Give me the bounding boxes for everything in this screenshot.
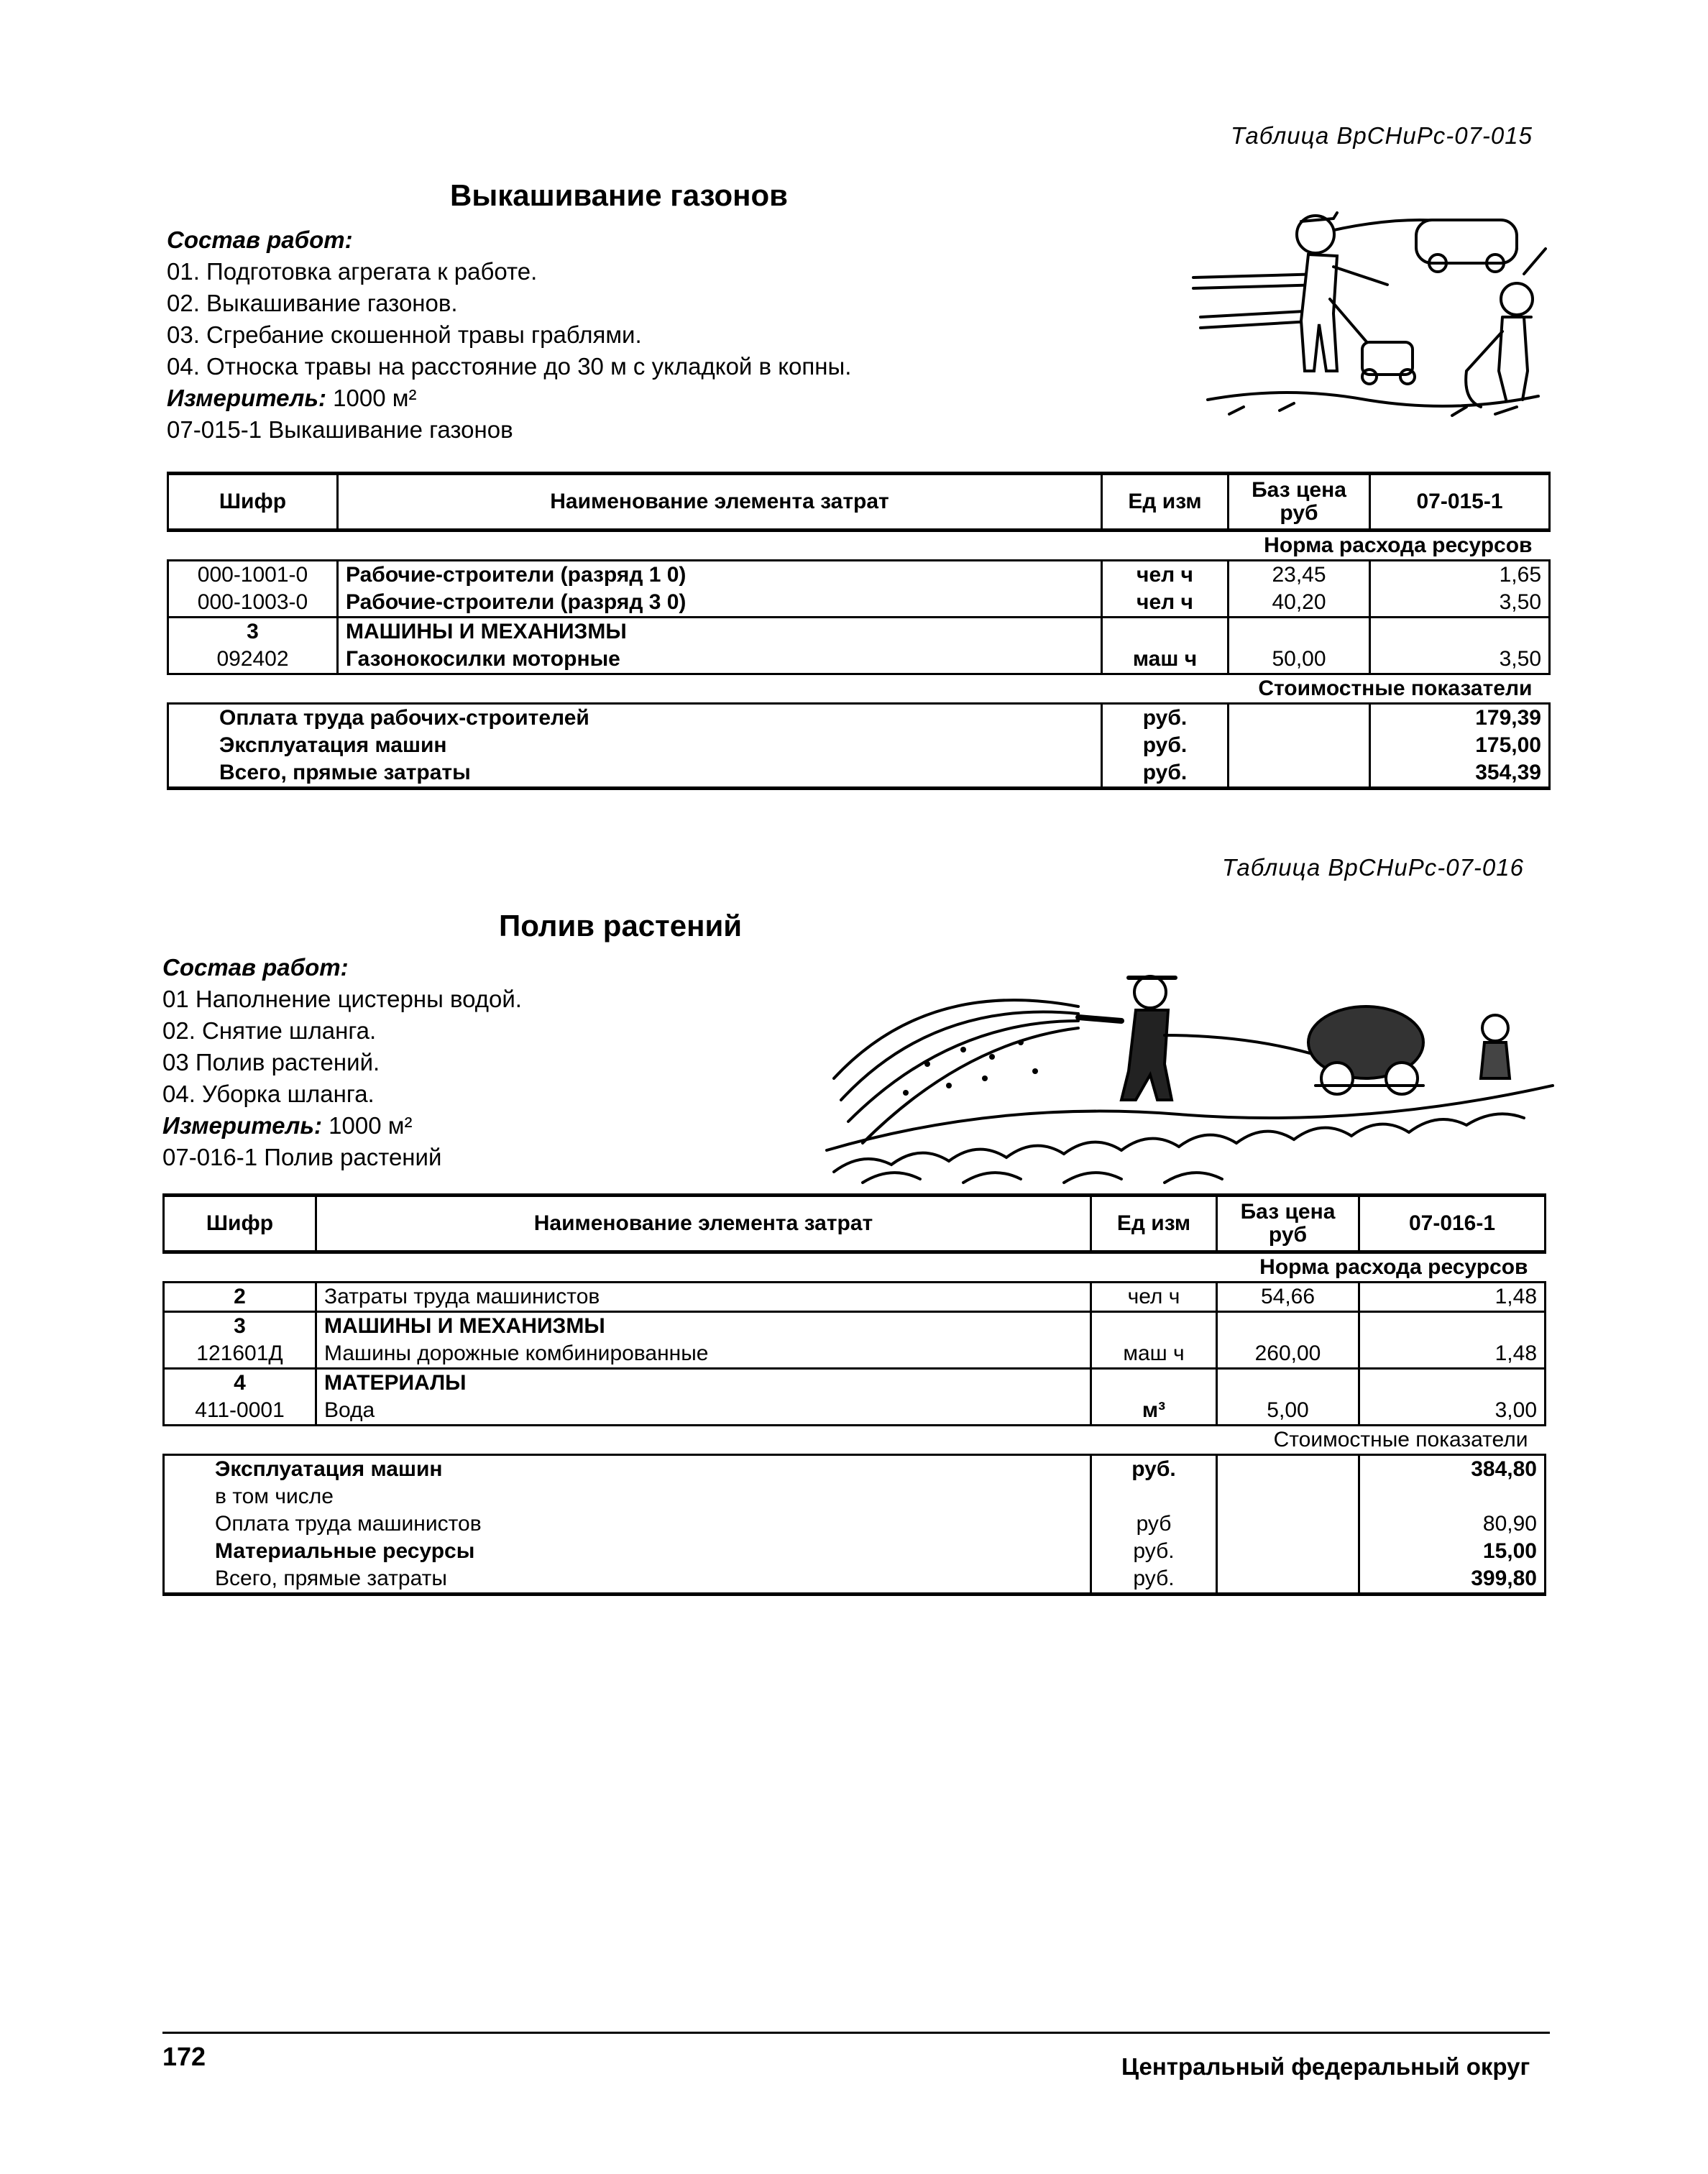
cost-section-label: Стоимостные показатели xyxy=(164,1426,1546,1455)
cell-price: 40,20 xyxy=(1229,589,1370,618)
measure-value: 1000 м² xyxy=(333,385,417,411)
table-group-row xyxy=(168,618,1550,674)
work-item: 03 Полив растений. xyxy=(162,1049,380,1075)
cost-price-empty xyxy=(1217,1455,1359,1595)
cell-code: 3 121601Д xyxy=(164,1312,316,1369)
measure-line xyxy=(162,1110,522,1142)
col-header-name: Наименование элемента затрат xyxy=(338,474,1102,531)
table-header-row xyxy=(164,1196,1546,1252)
cost-values: 179,39 175,00 354,39 xyxy=(1370,704,1550,789)
cell-code: 2 xyxy=(164,1283,316,1312)
page-number: 172 xyxy=(162,2042,206,2071)
col-header-price: Баз цена руб xyxy=(1217,1196,1359,1252)
col-header-name: Наименование элемента затрат xyxy=(316,1196,1091,1252)
cost-section-row xyxy=(168,674,1550,704)
resource-table-07-015 xyxy=(167,472,1551,790)
cost-units: руб. руб. руб. xyxy=(1102,704,1229,789)
section-title: Выкашивание газонов xyxy=(450,178,788,212)
cell-unit: чел ч xyxy=(1102,561,1229,590)
cell-unit: маш ч xyxy=(1102,618,1229,674)
measure-label: Измеритель: xyxy=(167,385,326,411)
work-item: 02. Выкашивание газонов. xyxy=(167,290,458,316)
cell-value: 3,50 xyxy=(1370,589,1550,618)
cell-value: 3,00 xyxy=(1359,1369,1546,1426)
norm-section-label: Норма расхода ресурсов xyxy=(164,1252,1546,1283)
col-header-code: Шифр xyxy=(164,1196,316,1252)
table-group-row xyxy=(164,1369,1546,1426)
work-item: 01. Подготовка агрегата к работе. xyxy=(167,258,538,285)
norm-section-row xyxy=(164,1252,1546,1283)
cell-value: 3,50 xyxy=(1370,618,1550,674)
cost-units: руб. руб руб. руб. xyxy=(1091,1455,1217,1595)
resource-table-07-016 xyxy=(162,1193,1546,1596)
table-reference: Таблица ВрСНиРс-07-016 xyxy=(1222,854,1524,881)
cell-value: 1,48 xyxy=(1359,1283,1546,1312)
col-header-unit: Ед изм xyxy=(1102,474,1229,531)
table-group-row xyxy=(164,1312,1546,1369)
cost-section-label: Стоимостные показатели xyxy=(168,674,1550,704)
cell-price: 54,66 xyxy=(1217,1283,1359,1312)
cell-name: Затраты труда машинистов xyxy=(316,1283,1091,1312)
cost-names: Оплата труда рабочих-строителей Эксплуатация машин Всего, прямые затраты xyxy=(168,704,1102,789)
group-item-name: Газонокосилки моторные xyxy=(346,647,620,671)
footer-rule xyxy=(162,2032,1550,2034)
work-item: 04. Уборка шланга. xyxy=(162,1081,375,1107)
cell-value: 1,48 xyxy=(1359,1312,1546,1369)
table-row xyxy=(168,589,1550,618)
cell-code: 000-1003-0 xyxy=(168,589,338,618)
table-header-row xyxy=(168,474,1550,531)
cell-name: МАТЕРИАЛЫ Вода xyxy=(316,1369,1091,1426)
composition-label: Состав работ: xyxy=(162,954,349,981)
cost-values: 384,80 80,90 15,00 399,80 xyxy=(1359,1455,1546,1595)
section-title: Полив растений xyxy=(499,909,743,942)
cell-unit: чел ч xyxy=(1091,1283,1217,1312)
cell-price: 50,00 xyxy=(1229,618,1370,674)
cell-unit: маш ч xyxy=(1091,1312,1217,1369)
col-header-unit: Ед изм xyxy=(1091,1196,1217,1252)
cost-price-empty xyxy=(1229,704,1370,789)
code-line: 07-015-1 Выкашивание газонов xyxy=(167,416,513,443)
table-reference: Таблица ВрСНиРс-07-015 xyxy=(1231,122,1533,149)
cell-price: 23,45 xyxy=(1229,561,1370,590)
col-header-code-value: 07-015-1 xyxy=(1370,474,1550,531)
measure-line xyxy=(167,382,851,414)
work-item: 04. Относка травы на расстояние до 30 м с укладкой в копны. xyxy=(167,353,852,380)
work-item: 01 Наполнение цистерны водой. xyxy=(162,986,522,1012)
col-header-price: Баз цена руб xyxy=(1229,474,1370,531)
cell-name: МАШИНЫ И МЕХАНИЗМЫ Машины дорожные комбинированные xyxy=(316,1312,1091,1369)
cell-unit: чел ч xyxy=(1102,589,1229,618)
norm-section-row xyxy=(168,531,1550,561)
group-title: МАШИНЫ И МЕХАНИЗМЫ xyxy=(346,620,627,643)
measure-label: Измеритель: xyxy=(162,1112,322,1139)
cost-names: Эксплуатация машин в том числе Оплата труда машинистов Материальные ресурсы Всего, прямые затраты xyxy=(164,1455,1091,1595)
table-row xyxy=(164,1283,1546,1312)
cost-rows xyxy=(168,704,1550,789)
work-item: 02. Снятие шланга. xyxy=(162,1017,377,1044)
col-header-code: Шифр xyxy=(168,474,338,531)
measure-value: 1000 м² xyxy=(329,1112,413,1139)
cell-price: 5,00 xyxy=(1217,1369,1359,1426)
group-number: 3 xyxy=(247,620,259,643)
cost-rows xyxy=(164,1455,1546,1595)
cell-unit: м³ xyxy=(1091,1369,1217,1426)
watering-illustration xyxy=(819,935,1560,1193)
lawn-mowing-illustration xyxy=(1179,191,1560,428)
cell-name: Рабочие-строители (разряд 1 0) xyxy=(338,561,1102,590)
group-code: 092402 xyxy=(216,647,289,671)
cell-value: 1,65 xyxy=(1370,561,1550,590)
footer-text: Центральный федеральный округ xyxy=(1121,2053,1530,2080)
table-row xyxy=(168,561,1550,590)
work-composition xyxy=(162,952,522,1173)
work-composition xyxy=(167,224,851,446)
col-header-code-value: 07-016-1 xyxy=(1359,1196,1546,1252)
cost-section-row xyxy=(164,1426,1546,1455)
cell-price: 260,00 xyxy=(1217,1312,1359,1369)
cell-code xyxy=(168,618,338,674)
code-line: 07-016-1 Полив растений xyxy=(162,1144,442,1170)
cell-code: 4 411-0001 xyxy=(164,1369,316,1426)
work-item: 03. Сгребание скошенной травы граблями. xyxy=(167,321,642,348)
cell-name xyxy=(338,618,1102,674)
composition-label: Состав работ: xyxy=(167,226,353,253)
cell-name: Рабочие-строители (разряд 3 0) xyxy=(338,589,1102,618)
norm-section-label: Норма расхода ресурсов xyxy=(168,531,1550,561)
cell-code: 000-1001-0 xyxy=(168,561,338,590)
